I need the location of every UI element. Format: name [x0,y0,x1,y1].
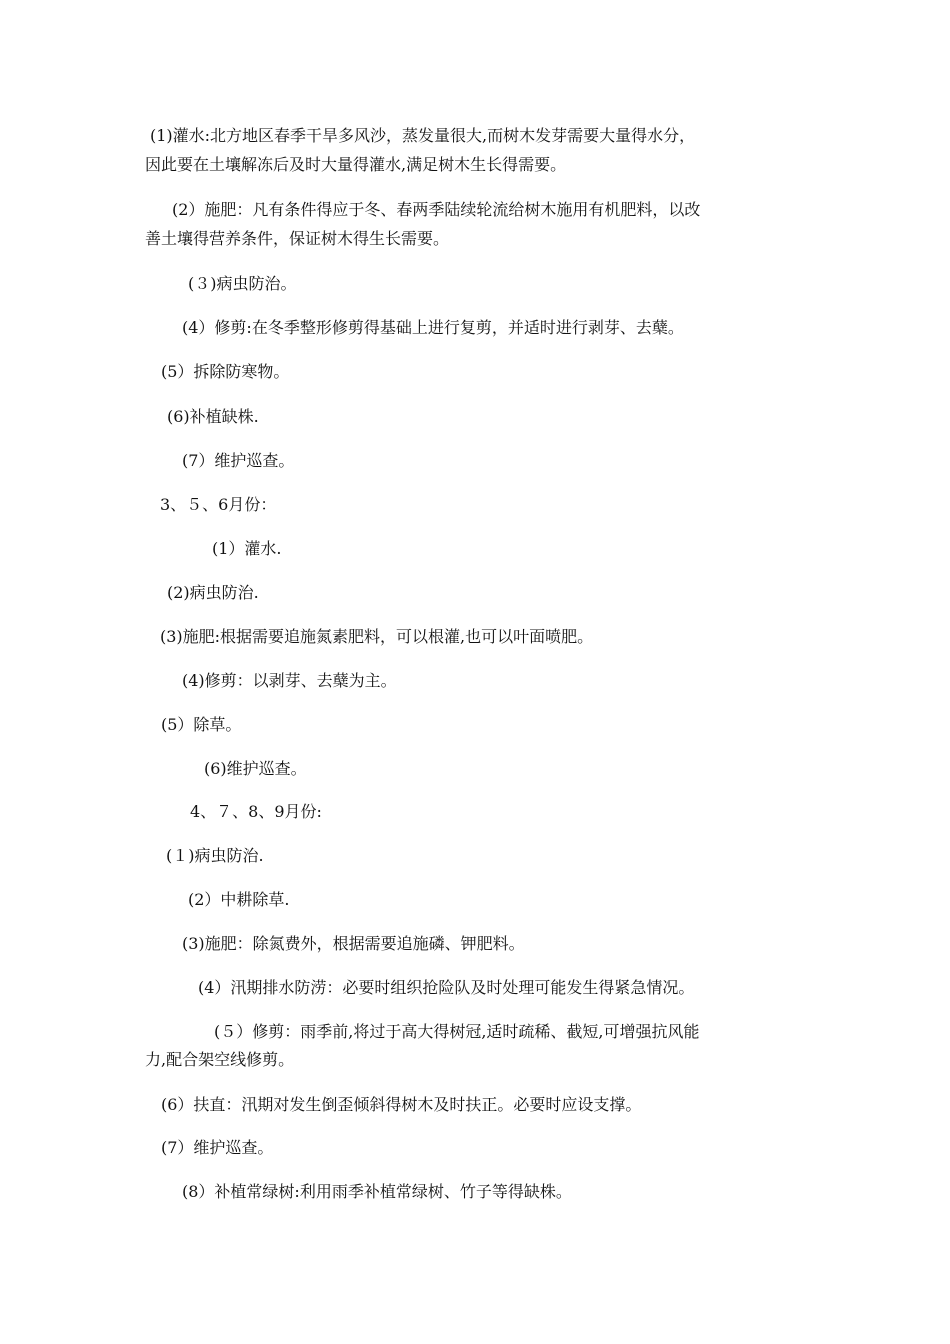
text-line: 善土壤得营养条件，保证树木得生长需要。 [145,229,450,248]
text-line: (2）中耕除草. [188,890,290,909]
paragraph-patrol [182,449,294,473]
text-line: (1)灌水:北方地区春季干旱多风沙，蒸发量很大,而树木发芽需要大量得水分， [150,126,696,145]
text-line: (3)施肥：除氮费外，根据需要追施磷、钾肥料。 [182,934,525,953]
paragraph-weeding [161,713,241,737]
text-line: (５）修剪：雨季前,将过于高大得树冠,适时疏稀、截短,可增强抗风能 [214,1022,700,1041]
paragraph-pest-control-2 [167,581,259,605]
paragraph-flood-drainage [198,976,694,1000]
paragraph-pest-control [188,272,297,296]
paragraph-watering-2 [212,537,282,561]
paragraph-watering [150,124,695,148]
paragraph-watering-cont [145,153,566,177]
text-line: (１)病虫防治. [166,846,264,865]
paragraph-tilling-weeding [188,888,290,912]
text-line: (4）汛期排水防涝：必要时组织抢险队及时处理可能发生得紧急情况。 [198,978,695,997]
paragraph-remove-cold-protection [161,360,289,384]
paragraph-patrol-2 [204,757,307,781]
text-line: (2）施肥：凡有条件得应于冬、春两季陆续轮流给树木施用有机肥料，以改 [172,200,701,219]
paragraph-pest-control-3 [166,844,264,868]
text-line: (5）除草。 [161,715,242,734]
text-line: (7）维护巡查。 [161,1138,274,1157]
paragraph-fertilize-3 [182,932,525,956]
text-line: (5）拆除防寒物。 [161,362,290,381]
paragraph-replant-evergreen [182,1180,572,1204]
paragraph-pruning-3 [214,1020,700,1044]
text-line: 4、７、8、9月份: [190,802,322,821]
paragraph-pruning-3-cont [145,1048,294,1072]
section-heading-may-june [160,493,276,517]
text-line: (6)维护巡查。 [204,759,307,778]
text-line: 力,配合架空线修剪。 [145,1050,295,1069]
text-line: (4）修剪:在冬季整形修剪得基础上进行复剪，并适时进行剥芽、去蘖。 [182,318,684,337]
text-line: (6）扶直：汛期对发生倒歪倾斜得树木及时扶正。必要时应设支撑。 [161,1095,642,1114]
text-line: 3、５、6月份： [160,495,277,514]
text-line: (4)修剪：以剥芽、去蘖为主。 [182,671,397,690]
text-line: (3)施肥:根据需要追施氮素肥料，可以根灌,也可以叶面喷肥。 [160,627,594,646]
paragraph-straighten [161,1093,641,1117]
section-heading-jul-sep [190,800,322,824]
paragraph-patrol-3 [161,1136,273,1160]
text-line: (３)病虫防治。 [188,274,297,293]
paragraph-fertilize-cont [145,227,449,251]
paragraph-pruning-2 [182,669,397,693]
paragraph-fertilize-2 [160,625,593,649]
paragraph-replant [167,405,259,429]
text-line: (7）维护巡查。 [182,451,295,470]
text-line: (2)病虫防治. [167,583,259,602]
text-line: (6)补植缺株. [167,407,259,426]
text-line: 因此要在土壤解冻后及时大量得灌水,满足树木生长得需要。 [145,155,567,174]
paragraph-fertilize [172,198,700,222]
text-line: (8）补植常绿树:利用雨季补植常绿树、竹子等得缺株。 [182,1182,572,1201]
text-line: (1）灌水. [212,539,282,558]
paragraph-pruning [182,316,684,340]
